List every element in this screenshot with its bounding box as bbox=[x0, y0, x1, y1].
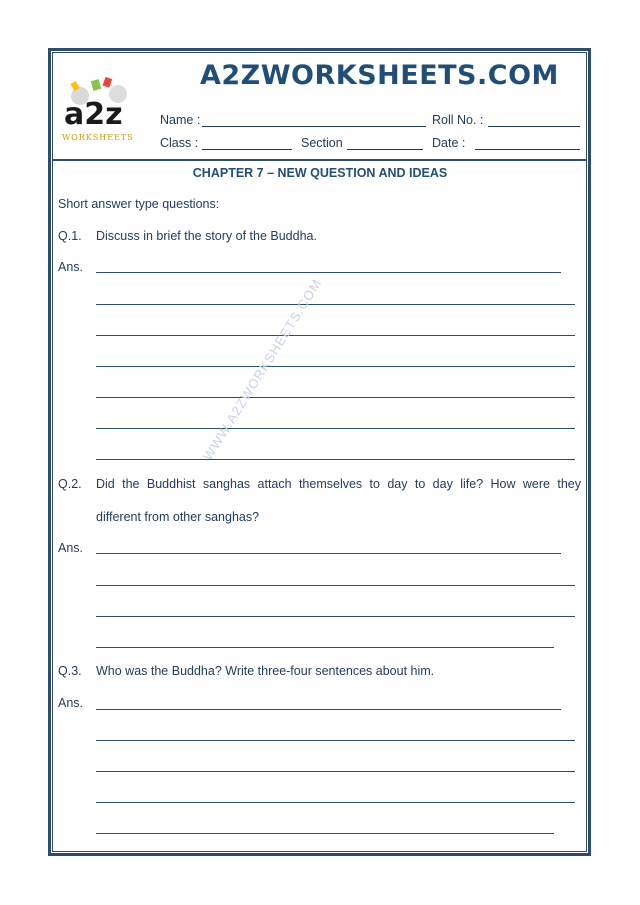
section-field[interactable] bbox=[347, 149, 423, 150]
q2-text-line1 bbox=[96, 477, 581, 491]
q2-answer-line[interactable] bbox=[96, 647, 554, 648]
q1-answer-line[interactable] bbox=[96, 366, 575, 367]
q1-answer-line[interactable] bbox=[96, 304, 575, 305]
q3-answer-line[interactable] bbox=[96, 802, 575, 803]
section-heading: Short answer type questions: bbox=[58, 197, 220, 211]
q1-answer-line[interactable] bbox=[96, 272, 561, 273]
name-field[interactable] bbox=[202, 126, 426, 127]
section-label: Section bbox=[301, 136, 343, 150]
name-label: Name : bbox=[160, 113, 201, 127]
q1-answer-line[interactable] bbox=[96, 397, 575, 398]
site-title: A2ZWORKSHEETS.COM bbox=[200, 60, 559, 91]
chapter-title: CHAPTER 7 – NEW QUESTION AND IDEAS bbox=[192, 166, 448, 180]
q3-answer-line[interactable] bbox=[96, 771, 575, 772]
roll-number-field[interactable] bbox=[488, 126, 580, 127]
q3-answer-line[interactable] bbox=[96, 709, 561, 710]
q3-answer-line[interactable] bbox=[96, 833, 554, 834]
q1-number: Q.1. bbox=[58, 229, 82, 243]
q2-number: Q.2. bbox=[58, 477, 82, 491]
class-label: Class : bbox=[160, 136, 199, 150]
q1-answer-line[interactable] bbox=[96, 459, 575, 460]
logo-caption: WORKSHEETS bbox=[62, 133, 134, 142]
a2z-logo-icon bbox=[58, 74, 144, 144]
q2-ans-label: Ans. bbox=[58, 541, 84, 555]
date-label: Date : bbox=[432, 136, 466, 150]
date-field[interactable] bbox=[475, 149, 580, 150]
class-field[interactable] bbox=[202, 149, 292, 150]
header-divider bbox=[52, 159, 587, 161]
q2-text-line2: different from other sanghas? bbox=[96, 510, 260, 524]
q3-answer-line[interactable] bbox=[96, 740, 575, 741]
q3-text: Who was the Buddha? Write three-four sentences about him. bbox=[96, 664, 435, 678]
q2-answer-line[interactable] bbox=[96, 616, 575, 617]
q2-answer-line[interactable] bbox=[96, 553, 561, 554]
watermark: WWW.A2ZWORKSHEETS.COM bbox=[200, 276, 325, 463]
q2-text-line1-content: Did the Buddhist sanghas attach themselves to day to day life? How were they bbox=[96, 477, 581, 491]
q3-number: Q.3. bbox=[58, 664, 82, 678]
logo-mark-text: a2z bbox=[64, 97, 123, 132]
q1-answer-line[interactable] bbox=[96, 428, 575, 429]
q2-answer-line[interactable] bbox=[96, 585, 575, 586]
q3-ans-label: Ans. bbox=[58, 696, 84, 710]
q1-ans-label: Ans. bbox=[58, 260, 84, 274]
roll-number-label: Roll No. : bbox=[432, 113, 484, 127]
q1-answer-line[interactable] bbox=[96, 335, 575, 336]
q1-text: Discuss in brief the story of the Buddha. bbox=[96, 229, 317, 243]
